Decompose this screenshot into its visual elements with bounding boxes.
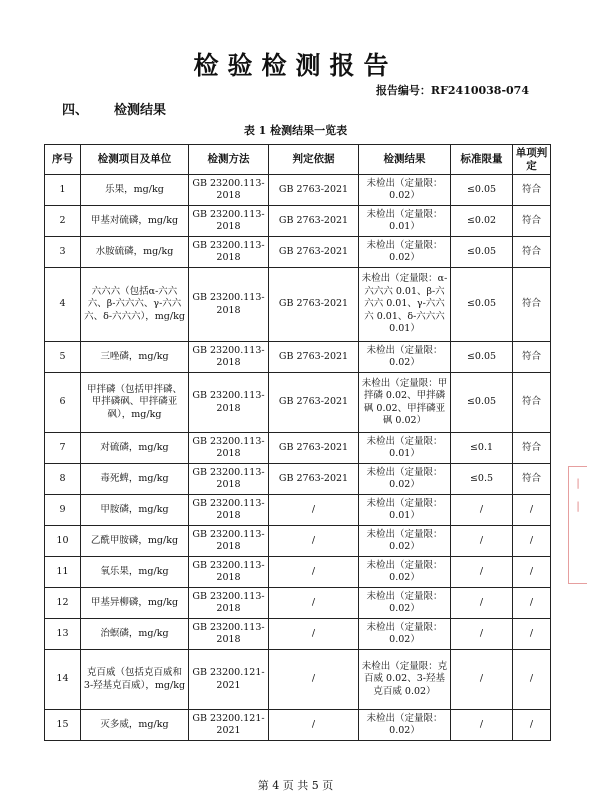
table-row <box>45 175 551 206</box>
cell-item: 甲拌磷（包括甲拌磷、甲拌磷砜、甲拌磷亚砜），mg/kg <box>81 373 189 433</box>
page-indicator: 第 4 页 共 5 页 <box>257 779 334 792</box>
cell-method: GB 23200.113-2018 <box>189 464 269 495</box>
cell-judgement: / <box>513 588 551 619</box>
cell-limit: ≤0.05 <box>451 342 513 373</box>
cell-method: GB 23200.113-2018 <box>189 495 269 526</box>
cell-limit: / <box>451 619 513 650</box>
table-row <box>45 464 551 495</box>
cell-method: GB 23200.113-2018 <box>189 175 269 206</box>
cell-item: 治螟磷，mg/kg <box>81 619 189 650</box>
cell-limit: ≤0.02 <box>451 206 513 237</box>
header-cell-limit: 标准限量 <box>451 145 513 175</box>
cell-index: 4 <box>45 268 81 342</box>
cell-judgement: / <box>513 495 551 526</box>
cell-judgement: / <box>513 557 551 588</box>
cell-index: 9 <box>45 495 81 526</box>
cell-limit: / <box>451 495 513 526</box>
cell-item: 灭多威，mg/kg <box>81 710 189 741</box>
cell-method: GB 23200.113-2018 <box>189 206 269 237</box>
table-row <box>45 619 551 650</box>
table-row <box>45 268 551 342</box>
cell-judgement: / <box>513 650 551 710</box>
cell-judgement: 符合 <box>513 206 551 237</box>
report-number: 报告编号：RF2410038-074 <box>375 84 529 97</box>
cell-result: 未检出（定量限：0.01） <box>359 206 451 237</box>
cell-basis: GB 2763-2021 <box>269 373 359 433</box>
cell-result: 未检出（定量限：克百威 0.02、3-羟基克百威 0.02） <box>359 650 451 710</box>
cell-basis: GB 2763-2021 <box>269 464 359 495</box>
cell-basis: GB 2763-2021 <box>269 175 359 206</box>
cell-index: 3 <box>45 237 81 268</box>
cell-basis: GB 2763-2021 <box>269 342 359 373</box>
cell-method: GB 23200.113-2018 <box>189 433 269 464</box>
cell-basis: / <box>269 650 359 710</box>
section-number: 四、 <box>62 103 89 118</box>
table-row <box>45 373 551 433</box>
header-cell-method: 检测方法 <box>189 145 269 175</box>
cell-judgement: 符合 <box>513 464 551 495</box>
cell-limit: / <box>451 650 513 710</box>
cell-result: 未检出（定量限：0.01） <box>359 495 451 526</box>
cell-item: 甲基对硫磷，mg/kg <box>81 206 189 237</box>
cell-result: 未检出（定量限：0.02） <box>359 175 451 206</box>
cell-result: 未检出（定量限：0.02） <box>359 588 451 619</box>
seal-stamp: | | <box>568 466 587 584</box>
section-title: 检测结果 <box>114 103 167 118</box>
cell-item: 三唑磷，mg/kg <box>81 342 189 373</box>
cell-result: 未检出（定量限：甲拌磷 0.02、甲拌磷砜 0.02、甲拌磷亚砜 0.02） <box>359 373 451 433</box>
cell-judgement: 符合 <box>513 342 551 373</box>
cell-judgement: / <box>513 710 551 741</box>
header-cell-result: 检测结果 <box>359 145 451 175</box>
cell-method: GB 23200.113-2018 <box>189 237 269 268</box>
header-cell-basis: 判定依据 <box>269 145 359 175</box>
cell-limit: / <box>451 557 513 588</box>
cell-result: 未检出（定量限：0.02） <box>359 619 451 650</box>
cell-judgement: 符合 <box>513 373 551 433</box>
table-row <box>45 342 551 373</box>
cell-judgement: / <box>513 526 551 557</box>
cell-item: 氧乐果，mg/kg <box>81 557 189 588</box>
table-row <box>45 588 551 619</box>
table-row <box>45 526 551 557</box>
table-caption: 表 1 检测结果一览表 <box>243 124 348 137</box>
results-table <box>44 144 551 741</box>
cell-basis: GB 2763-2021 <box>269 433 359 464</box>
cell-limit: ≤0.05 <box>451 268 513 342</box>
cell-method: GB 23200.113-2018 <box>189 588 269 619</box>
cell-result: 未检出（定量限：0.02） <box>359 464 451 495</box>
cell-judgement: 符合 <box>513 175 551 206</box>
cell-index: 5 <box>45 342 81 373</box>
cell-limit: / <box>451 526 513 557</box>
cell-judgement: 符合 <box>513 433 551 464</box>
cell-basis: GB 2763-2021 <box>269 206 359 237</box>
section-heading <box>62 99 166 118</box>
cell-index: 6 <box>45 373 81 433</box>
cell-item: 克百威（包括克百威和 3-羟基克百威），mg/kg <box>81 650 189 710</box>
cell-judgement: / <box>513 619 551 650</box>
cell-item: 甲胺磷，mg/kg <box>81 495 189 526</box>
cell-index: 11 <box>45 557 81 588</box>
cell-index: 7 <box>45 433 81 464</box>
header-cell-judgement: 单项判定 <box>513 145 551 175</box>
cell-limit: / <box>451 710 513 741</box>
cell-limit: ≤0.05 <box>451 175 513 206</box>
cell-index: 10 <box>45 526 81 557</box>
cell-index: 12 <box>45 588 81 619</box>
cell-method: GB 23200.121-2021 <box>189 650 269 710</box>
cell-basis: / <box>269 710 359 741</box>
cell-item: 水胺硫磷，mg/kg <box>81 237 189 268</box>
table-header <box>45 145 551 175</box>
cell-method: GB 23200.113-2018 <box>189 373 269 433</box>
cell-item: 对硫磷，mg/kg <box>81 433 189 464</box>
header-row <box>45 145 551 175</box>
table-row <box>45 495 551 526</box>
cell-item: 六六六（包括α-六六六、β-六六六、γ-六六六、δ-六六六），mg/kg <box>81 268 189 342</box>
cell-index: 8 <box>45 464 81 495</box>
table-row <box>45 650 551 710</box>
cell-basis: GB 2763-2021 <box>269 268 359 342</box>
cell-result: 未检出（定量限：0.02） <box>359 557 451 588</box>
header-cell-index: 序号 <box>45 145 81 175</box>
cell-index: 15 <box>45 710 81 741</box>
cell-index: 14 <box>45 650 81 710</box>
cell-limit: ≤0.05 <box>451 237 513 268</box>
cell-method: GB 23200.113-2018 <box>189 619 269 650</box>
cell-basis: / <box>269 557 359 588</box>
cell-limit: ≤0.05 <box>451 373 513 433</box>
cell-limit: ≤0.1 <box>451 433 513 464</box>
table-row <box>45 237 551 268</box>
table-row <box>45 433 551 464</box>
cell-item: 乙酰甲胺磷，mg/kg <box>81 526 189 557</box>
cell-method: GB 23200.113-2018 <box>189 268 269 342</box>
cell-result: 未检出（定量限：0.02） <box>359 710 451 741</box>
cell-judgement: 符合 <box>513 237 551 268</box>
cell-basis: / <box>269 526 359 557</box>
cell-basis: / <box>269 588 359 619</box>
cell-limit: / <box>451 588 513 619</box>
cell-index: 1 <box>45 175 81 206</box>
table-row <box>45 710 551 741</box>
table-row <box>45 557 551 588</box>
cell-index: 2 <box>45 206 81 237</box>
cell-judgement: 符合 <box>513 268 551 342</box>
table-row <box>45 206 551 237</box>
cell-method: GB 23200.113-2018 <box>189 342 269 373</box>
cell-result: 未检出（定量限：0.02） <box>359 237 451 268</box>
header-cell-item: 检测项目及单位 <box>81 145 189 175</box>
cell-item: 甲基异柳磷，mg/kg <box>81 588 189 619</box>
cell-result: 未检出（定量限：0.02） <box>359 526 451 557</box>
cell-basis: GB 2763-2021 <box>269 237 359 268</box>
cell-result: 未检出（定量限：0.01） <box>359 433 451 464</box>
page-title: 检验检测报告 <box>193 51 398 80</box>
cell-item: 乐果，mg/kg <box>81 175 189 206</box>
table-body <box>45 175 551 741</box>
cell-method: GB 23200.121-2021 <box>189 710 269 741</box>
cell-method: GB 23200.113-2018 <box>189 557 269 588</box>
cell-limit: ≤0.5 <box>451 464 513 495</box>
cell-method: GB 23200.113-2018 <box>189 526 269 557</box>
cell-result: 未检出（定量限：α-六六六 0.01、β-六六六 0.01、γ-六六六 0.01、δ-六六六 0.01） <box>359 268 451 342</box>
cell-basis: / <box>269 495 359 526</box>
cell-result: 未检出（定量限：0.02） <box>359 342 451 373</box>
cell-item: 毒死蜱，mg/kg <box>81 464 189 495</box>
cell-basis: / <box>269 619 359 650</box>
cell-index: 13 <box>45 619 81 650</box>
